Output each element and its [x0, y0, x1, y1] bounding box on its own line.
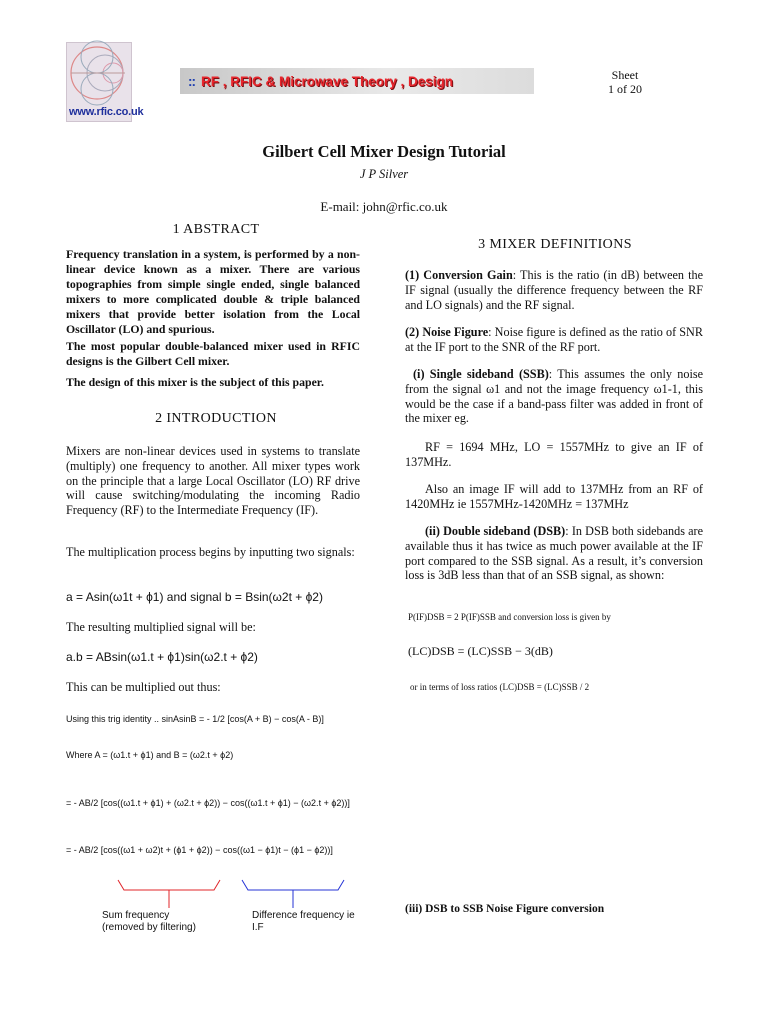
difference-frequency-label: Difference frequency ie I.F — [252, 910, 355, 933]
document-title: Gilbert Cell Mixer Design Tutorial — [262, 142, 506, 161]
introduction-paragraph-1: Mixers are non-linear devices used in systems to translate (multiply) one frequency to another. All mixer types work on the principle that a large Local Oscillator (LO) RF drive will cause switching/modulating the incoming Radio Frequency (RF) to the Intermediate Frequency (IF). — [66, 444, 360, 518]
double-sideband-term: (ii) Double sideband (DSB) — [425, 524, 566, 538]
banner-bullet: :: — [188, 73, 195, 89]
sheet-number: 1 of 20 — [608, 82, 642, 96]
logo-url-text: www.rfic.co.uk — [69, 106, 144, 118]
site-logo[interactable] — [66, 42, 144, 122]
noise-figure-term: (2) Noise Figure — [405, 325, 489, 339]
double-sideband-paragraph — [405, 524, 703, 583]
sheet-label: Sheet — [611, 68, 639, 82]
equation-expansion-1: = - AB/2 [cos((ω1.t + ϕ1) + (ω2.t + ϕ2)) − cos((ω1.t + ϕ1) − (ω2.t + ϕ2))] — [66, 798, 350, 808]
definitions-heading: 3 MIXER DEFINITIONS — [478, 237, 632, 252]
example-image-if-paragraph: Also an image IF will add to 137MHz from an RF of 1420MHz ie 1557MHz-1420MHz = 137MHz — [405, 482, 703, 511]
conversion-gain-text: : This is the ratio (in dB) between the IF signal (usually the difference frequency between the RF and LO signals) and the RF signal. — [405, 268, 703, 312]
conversion-gain-paragraph — [405, 268, 703, 312]
single-sideband-term: (i) Single sideband (SSB) — [413, 367, 549, 381]
introduction-paragraph-2: The multiplication process begins by inputting two signals: — [66, 545, 355, 559]
example-rf-lo-paragraph: RF = 1694 MHz, LO = 1557MHz to give an IF of 137MHz. — [405, 440, 703, 469]
introduction-heading: 2 INTRODUCTION — [155, 411, 277, 426]
equation-power-dsb: P(IF)DSB = 2 P(IF)SSB and conversion loss is given by — [408, 612, 611, 622]
equation-conversion-loss: (LC)DSB = (LC)SSB − 3(dB) — [408, 644, 553, 658]
site-banner — [180, 68, 534, 94]
equation-input-signals: a = Asin(ω1t + ϕ1) and signal b = Bsin(ω2t + ϕ2) — [66, 590, 323, 604]
sheet-indicator — [590, 68, 660, 96]
double-sideband-text: : In DSB both sidebands are available thus it has twice as much power available at the IF port compared to the SSB signal. As a result, it’s conversion loss is 3dB less than that of an SSB signal, as shown: — [405, 524, 703, 583]
equation-loss-ratio: or in terms of loss ratios (LC)DSB = (LC)SSB / 2 — [410, 682, 590, 692]
single-sideband-paragraph — [405, 367, 703, 426]
document-author: J P Silver — [359, 167, 409, 181]
equation-multiplied-signal: a.b = ABsin(ω1.t + ϕ1)sin(ω2.t + ϕ2) — [66, 650, 258, 664]
frequency-term-brackets — [110, 878, 370, 910]
sum-frequency-bracket — [118, 880, 220, 890]
author-email: E-mail: john@rfic.co.uk — [320, 199, 448, 214]
single-sideband-text: : This assumes the only noise from the signal ω1 and not the image frequency ω1-1, this would be the case if a band-pass filter was added in front of the mixer eg. — [405, 367, 703, 426]
dsb-ssb-conversion-heading: (iii) DSB to SSB Noise Figure conversion — [405, 903, 605, 915]
difference-frequency-bracket — [242, 880, 344, 890]
sum-frequency-label: Sum frequency (removed by filtering) — [102, 910, 196, 933]
noise-figure-paragraph — [405, 325, 703, 355]
trig-identity-text: Using this trig identity .. sinAsinB = - 1/2 [cos(A + B) − cos(A - B)] — [66, 714, 324, 724]
abstract-paragraph-3: The design of this mixer is the subject of this paper. — [66, 375, 324, 389]
banner-text: RF , RFIC & Microwave Theory , Design — [201, 73, 454, 89]
abstract-heading: 1 ABSTRACT — [172, 222, 260, 237]
introduction-paragraph-4: This can be multiplied out thus: — [66, 680, 221, 694]
conversion-gain-term: (1) Conversion Gain — [405, 268, 513, 282]
introduction-paragraph-3: The resulting multiplied signal will be: — [66, 620, 256, 634]
abstract-paragraph-1: Frequency translation in a system, is performed by a non-linear device known as a mixer. There are various topographies from simple single ended, single balanced mixers to more complicated double & triple balanced mixers that provide better isolation from the Local Oscillator (LO) and spurious. — [66, 247, 360, 336]
abstract-paragraph-2: The most popular double-balanced mixer used in RFIC designs is the Gilbert Cell mixer. — [66, 339, 360, 368]
where-definitions-text: Where A = (ω1.t + ϕ1) and B = (ω2.t + ϕ2) — [66, 750, 234, 760]
equation-expansion-2: = - AB/2 [cos((ω1 + ω2)t + (ϕ1 + ϕ2)) − cos((ω1 − ϕ1)t − (ϕ1 − ϕ2))] — [66, 845, 333, 855]
noise-figure-text: : Noise figure is defined as the ratio of SNR at the IF port to the SNR of the RF port. — [405, 325, 703, 354]
